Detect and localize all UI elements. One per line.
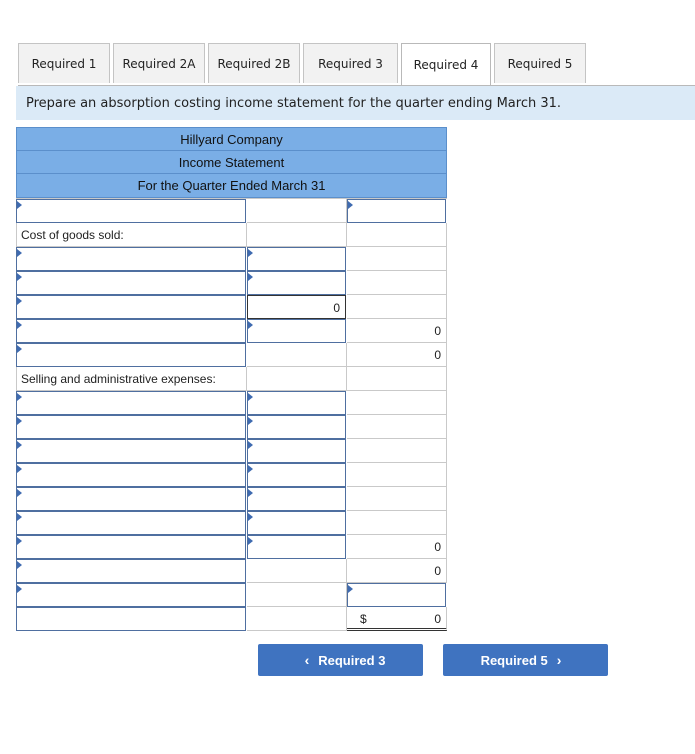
statement-period: For the Quarter Ended March 31 [16,173,447,198]
empty-cell [347,295,447,319]
tab-required-5[interactable]: Required 5 [494,43,586,83]
table-row [16,535,447,559]
tab-bar [18,43,695,86]
table-row [16,343,447,367]
empty-cell [347,511,447,535]
table-row [16,271,447,295]
empty-cell [347,415,447,439]
table-row [16,319,447,343]
account-dropdown[interactable] [16,319,246,343]
tab-required-3[interactable]: Required 3 [303,43,398,83]
account-dropdown[interactable] [16,487,246,511]
empty-cell [247,607,347,631]
account-dropdown[interactable] [16,391,246,415]
empty-cell [247,199,347,223]
table-row [16,391,447,415]
table-row [16,487,447,511]
next-button-label: Required 5 [480,652,548,668]
account-dropdown[interactable] [16,415,246,439]
instruction-text: Prepare an absorption costing income statement for the quarter ending March 31. [16,86,695,120]
table-row [16,607,447,631]
account-dropdown[interactable] [16,535,246,559]
amount-input[interactable] [247,247,346,271]
amount-input[interactable] [347,583,446,607]
amount-input[interactable] [247,511,346,535]
empty-cell [247,223,347,247]
amount-input[interactable] [247,439,346,463]
total-cell [347,559,447,583]
income-statement [16,127,447,631]
empty-cell [347,487,447,511]
amount-input[interactable] [247,463,346,487]
amount-input[interactable] [247,319,346,343]
cogs-label: Cost of goods sold: [21,228,124,242]
amount-input[interactable] [247,487,346,511]
account-dropdown[interactable] [16,439,246,463]
net-total-cell [347,607,447,631]
sa-label: Selling and administrative expenses: [21,372,216,386]
empty-cell [247,367,347,391]
account-dropdown[interactable] [16,343,246,367]
currency-symbol: $ [360,612,367,626]
account-dropdown[interactable] [16,247,246,271]
table-row [16,511,447,535]
next-required-button[interactable] [443,644,608,676]
table-row [16,583,447,607]
cogs-subtotal: 0 [333,301,340,315]
operating-value: 0 [434,564,441,578]
amount-input[interactable] [247,535,346,559]
prev-button-label: Required 3 [318,652,386,668]
total-cell [347,535,447,559]
amount-input[interactable] [247,391,346,415]
chevron-left-icon: ‹ [304,652,310,668]
account-dropdown[interactable] [16,199,246,223]
chevron-right-icon: › [556,652,562,668]
account-dropdown[interactable] [16,511,246,535]
sa-total: 0 [434,540,441,554]
table-row [16,295,447,319]
prev-required-button[interactable] [258,644,423,676]
table-row [16,439,447,463]
total-cell [347,319,447,343]
tab-required-4[interactable]: Required 4 [401,43,491,85]
amount-input[interactable] [347,199,446,223]
tab-required-1[interactable]: Required 1 [18,43,110,83]
table-row [16,198,447,223]
empty-cell [347,247,447,271]
statement-title: Income Statement [16,150,447,173]
account-dropdown[interactable] [16,271,246,295]
empty-cell [247,559,347,583]
gross-margin-value: 0 [434,348,441,362]
company-name: Hillyard Company [16,127,447,150]
table-row [16,463,447,487]
empty-cell [347,391,447,415]
empty-cell [347,223,447,247]
sa-label-cell [16,367,247,391]
amount-input[interactable] [247,415,346,439]
empty-cell [247,343,347,367]
empty-cell [347,439,447,463]
cogs-label-cell [16,223,247,247]
empty-cell [247,583,347,607]
table-row [16,247,447,271]
account-dropdown[interactable] [16,583,246,607]
empty-cell [347,367,447,391]
cogs-total: 0 [434,324,441,338]
account-input[interactable] [16,607,246,631]
table-row [16,559,447,583]
tab-required-2b[interactable]: Required 2B [208,43,300,83]
total-cell [347,343,447,367]
amount-input[interactable] [247,271,346,295]
empty-cell [347,271,447,295]
account-dropdown[interactable] [16,463,246,487]
tab-required-2a[interactable]: Required 2A [113,43,205,83]
net-value: 0 [434,612,441,626]
account-dropdown[interactable] [16,559,246,583]
table-row [16,367,447,391]
table-row [16,223,447,247]
empty-cell [347,463,447,487]
account-dropdown[interactable] [16,295,246,319]
subtotal-cell [247,295,346,319]
table-row [16,415,447,439]
